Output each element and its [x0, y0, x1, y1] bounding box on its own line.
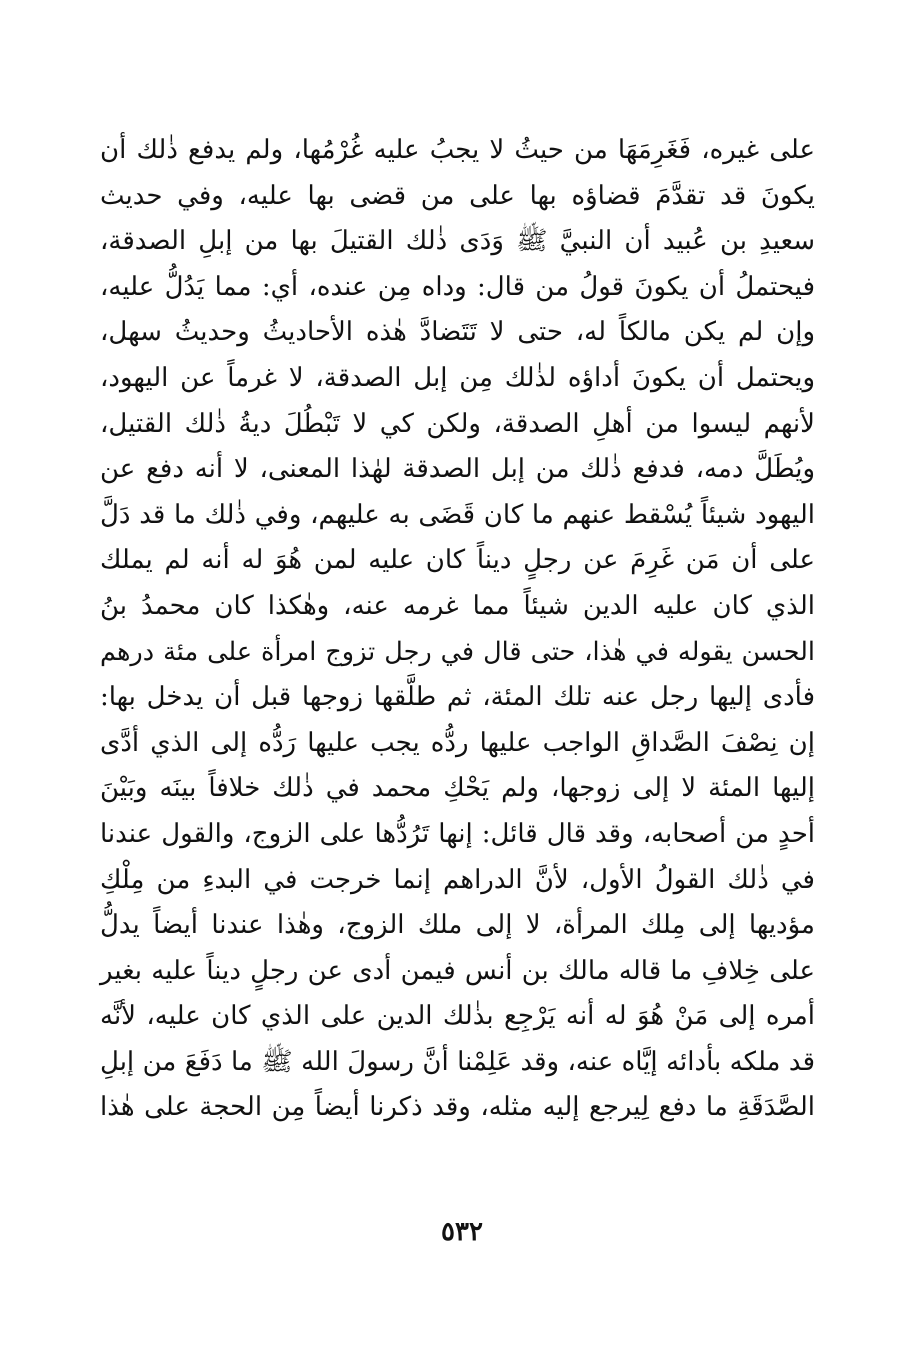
- text-line: فيحتملُ أن يكونَ قولُ من قال: وداه مِن عنده، أي: مما يَدُلُّ عليه،: [100, 271, 815, 302]
- text-line: ويحتمل أن يكونَ أداؤه لذٰلك مِن إبل الصدقة، لا غرماً عن اليهود،: [100, 362, 815, 393]
- text-line: يكونَ قد تقدَّمَ قضاؤه بها على من قضى بها عليه، وفي حديث: [100, 180, 815, 211]
- text-line: اليهود شيئاً يُسْقط عنهم ما كان قَضَى به عليهم، وفي ذٰلك ما قد دَلَّ: [100, 499, 815, 530]
- text-line: على أن مَن غَرِمَ عن رجلٍ ديناً كان عليه لمن هُوَ له أنه لم يملك: [100, 545, 815, 576]
- text-line: فأدى إليها رجل عنه تلك المئة، ثم طلَّقها زوجها قبل أن يدخل بها:: [100, 682, 815, 713]
- text-line: لأنهم ليسوا من أهلِ الصدقة، ولكن كي لا تَبْطُلَ ديةُ ذٰلك القتيل،: [100, 408, 815, 439]
- text-line: وإن لم يكن مالكاً له، حتى لا تَتَضادَّ هٰذه الأحاديثُ وحديثُ سهل،: [100, 317, 815, 348]
- text-line: في ذٰلك القولُ الأول، لأنَّ الدراهم إنما خرجت في البدءِ من مِلْكِ: [100, 864, 815, 895]
- text-line: على غيره، فَغَرِمَهَا من حيثُ لا يجبُ عليه غُرْمُها، ولم يدفع ذٰلك أن: [100, 135, 815, 165]
- page-number: ٥٣٢: [441, 1217, 483, 1247]
- text-line: الصَّدَقَةِ ما دفع لِيرجع إليه مثله، وقد ذكرنا أيضاً مِن الحجة على هٰذا: [100, 1092, 815, 1123]
- text-line: على خِلافِ ما قاله مالك بن أنس فيمن أدى عن رجلٍ ديناً عليه بغير: [100, 955, 815, 986]
- text-line: إليها المئة لا إلى زوجها، ولم يَحْكِ محمد في ذٰلك خلافاً بينَه وبَيْنَ: [100, 773, 815, 804]
- text-line: الذي كان عليه الدين شيئاً مما غرمه عنه، وهٰكذا كان محمدُ بنُ: [100, 590, 815, 621]
- text-line: إن نِصْفَ الصَّداقِ الواجب عليها ردُّه يجب عليها رَدُّه إلى الذي أدَّى: [100, 727, 815, 758]
- text-line: أمره إلى مَنْ هُوَ له أنه يَرْجِع بذٰلك الدين على الذي كان عليه، لأنَّه: [100, 1001, 815, 1032]
- text-line: سعيدِ بن عُبيد أن النبيَّ ﷺ وَدَى ذٰلك القتيلَ بها من إبلِ الصدقة،: [100, 226, 815, 257]
- text-line: الحسن يقوله في هٰذا، حتى قال في رجل تزوج امرأة على مئة درهم: [100, 636, 815, 667]
- page-body-text: [100, 128, 815, 1131]
- text-line: أحدٍ من أصحابه، وقد قال قائل: إنها تَرُدُّها على الزوج، والقول عندنا: [100, 818, 815, 849]
- text-line: ويُطَلَّ دمه، فدفع ذٰلك من إبل الصدقة لهٰذا المعنى، لا أنه دفع عن: [100, 454, 815, 485]
- text-line: مؤديها إلى مِلك المرأة، لا إلى ملك الزوج، وهٰذا عندنا أيضاً يدلُّ: [100, 910, 815, 941]
- text-line: قد ملكه بأدائه إيَّاه عنه، وقد عَلِمْنا أنَّ رسولَ الله ﷺ ما دَفَعَ من إبلِ: [100, 1046, 815, 1077]
